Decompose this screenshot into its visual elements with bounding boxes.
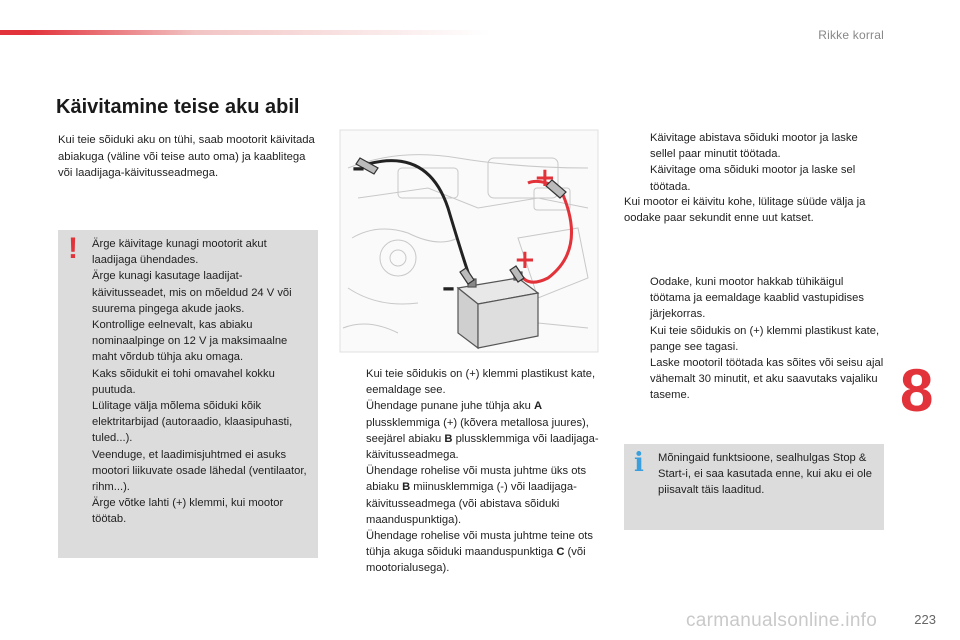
warning-icon: ! xyxy=(68,232,78,265)
section-title: Rikke korral xyxy=(818,28,884,42)
start-steps xyxy=(624,130,886,195)
page-title: Käivitamine teise aku abil xyxy=(56,96,300,118)
list-item: Kui teie sõidukis on (+) klemmi plastikust kate, pange see tagasi. xyxy=(650,324,880,353)
warning-box xyxy=(58,230,318,558)
warning-line: Kontrollige eelnevalt, kas abiaku nominaalpinge on 12 V ja maksimaalne maht võrdub tühja aku omaga. xyxy=(92,319,288,364)
warning-line: Ärge käivitage kunagi mootorit akut laadijaga ühendades. xyxy=(92,238,267,267)
auxiliary-battery xyxy=(458,272,538,348)
list-item: Ühendage punane juhe tühja aku A plussklemmiga (+) (kõvera metallosa juures), seejärel abiaku B plussklemmiga või laadijaga-käivitusseadmega. xyxy=(366,400,599,462)
list-item: Käivitage abistava sõiduki mootor ja laske sellel paar minutit töötada. xyxy=(650,132,858,161)
warning-text xyxy=(92,236,314,528)
info-icon: i xyxy=(634,448,644,478)
disconnect-steps xyxy=(624,274,886,404)
warning-line: Ärge võtke lahti (+) klemmi, kui mootor töötab. xyxy=(92,497,284,526)
list-item: Laske mootoril töötada kas sõites või seisu ajal vähemalt 30 minutit, et aku saavutaks vajaliku taseme. xyxy=(650,357,884,402)
list-item: Kui teie sõidukis on (+) klemmi plastikust kate, eemaldage see. xyxy=(366,368,596,397)
header-accent-bar xyxy=(0,30,490,35)
minus-bottom-label: – xyxy=(442,273,455,303)
page-number: 223 xyxy=(914,612,936,627)
list-item: Ühendage rohelise või musta juhtme teine ots tühja akuga sõiduki maanduspunktiga C (või mootorialusega). xyxy=(366,530,593,575)
list-item: Käivitage oma sõiduki mootor ja laske sel töötada. xyxy=(650,164,856,193)
info-box xyxy=(624,444,884,530)
jump-start-illustration xyxy=(338,128,600,354)
minus-top-label: – xyxy=(352,153,365,183)
list-item: Ühendage rohelise või musta juhtme üks ots abiaku B miinusklemmiga (-) või laadijaga-käivitusseadmega (või abistava sõiduki maanduspunktiga). xyxy=(366,465,587,526)
warning-line: Veenduge, et laadimisjuhtmed ei asuks mootori liikuvate osade lähedal (ventilaator, rihm...). xyxy=(92,448,307,494)
chapter-number: 8 xyxy=(900,357,934,424)
warning-line: Lülitage välja mõlema sõiduki kõik elektritarbijad (autoraadio, klaasipuhasti, tuled...). xyxy=(92,400,293,445)
list-item: Oodake, kuni mootor hakkab tühikäigul töötama ja eemaldage kaablid vastupidises järjekorras. xyxy=(650,276,864,321)
info-text: Mõningaid funktsioone, sealhulgas Stop & Start-i, ei saa kasutada enne, kui aku ei ole piisavalt täis laaditud. xyxy=(658,452,872,497)
intro-paragraph: Kui teie sõiduki aku on tühi, saab mootorit käivitada abiakuga (väline või teise auto oma) ja kaablitega või laadijaga-käivitusseadmega. xyxy=(58,134,315,179)
connection-steps xyxy=(340,366,602,577)
plus-top-label: + xyxy=(534,163,556,193)
watermark-text: carmanualsonline.info xyxy=(686,610,878,631)
warning-line: Kaks sõidukit ei tohi omavahel kokku puutuda. xyxy=(92,367,275,396)
retry-note: Kui mootor ei käivitu kohe, lülitage süüde välja ja oodake paar sekundit enne uut katset. xyxy=(624,196,866,225)
warning-line: Ärge kunagi kasutage laadijat-käivitusseadet, mis on mõeldud 24 V või suurema pingega akude jaoks. xyxy=(92,270,292,315)
plus-bottom-label: + xyxy=(514,245,536,275)
